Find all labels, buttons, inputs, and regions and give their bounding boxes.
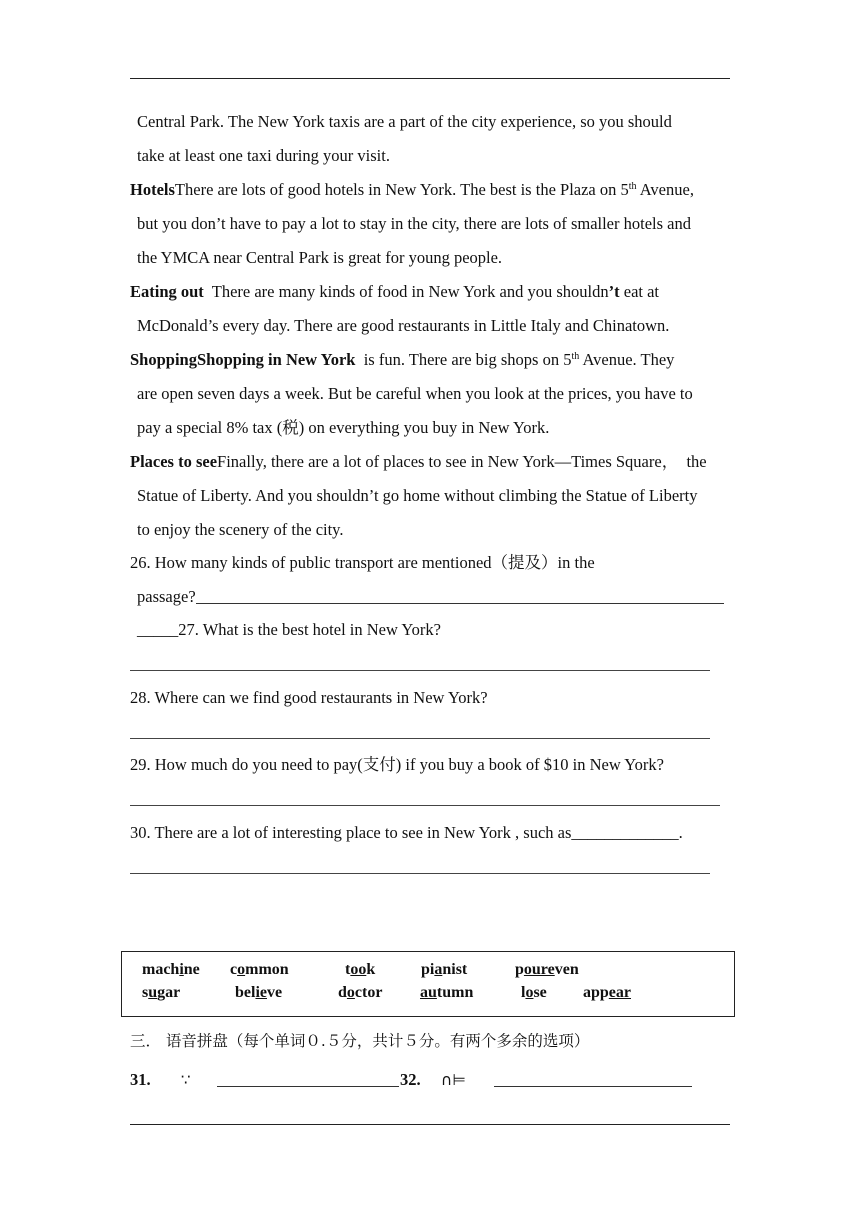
word: poureven (515, 961, 579, 978)
word: took (345, 961, 376, 978)
question-27: _____27. What is the best hotel in New York? (137, 620, 442, 639)
word: common (230, 961, 289, 978)
places-heading: Places to see (130, 452, 218, 471)
passage-line: to enjoy the scenery of the city. (137, 520, 344, 539)
question-31: 31. ∵ (130, 1070, 399, 1090)
passage-line: Statue of Liberty. And you shouldn’t go home without climbing the Statue of Liberty (137, 486, 698, 505)
answer-31-blank[interactable] (217, 1070, 399, 1087)
passage-line: Central Park. The New York taxis are a part of the city experience, so you should (137, 112, 672, 131)
word: lose (521, 984, 547, 1001)
footer-rule (130, 1124, 730, 1125)
word: autumn (420, 984, 474, 1001)
eating-paragraph: Eating out There are many kinds of food in New York and you shouldn’t eat at (130, 282, 660, 301)
word: doctor (338, 984, 383, 1001)
answer-30-blank[interactable] (130, 873, 710, 874)
word: pianist (421, 961, 468, 978)
question-26-cont: passage? (137, 587, 724, 607)
shopping-paragraph: ShoppingShopping in New York is fun. There are big shops on 5th Avenue. They (130, 350, 675, 369)
hotels-paragraph: HotelsThere are lots of good hotels in New York. The best is the Plaza on 5th Avenue, (130, 180, 694, 199)
word: sugar (142, 984, 181, 1001)
word-box (121, 951, 735, 1017)
answer-27-blank[interactable] (130, 670, 710, 671)
header-rule (130, 78, 730, 79)
section-3-title: 三． 语音拼盘（每个单词０.５分，共计５分。有两个多余的选项） (130, 1032, 590, 1050)
passage-line: McDonald’s every day. There are good restaurants in Little Italy and Chinatown. (137, 316, 670, 335)
places-paragraph: Places to seeFinally, there are a lot of places to see in New York—Times Square， the (130, 452, 707, 471)
answer-29-blank[interactable] (130, 805, 720, 806)
eating-heading: Eating out (130, 282, 204, 301)
answer-26-blank[interactable] (196, 587, 724, 604)
passage-line: are open seven days a week. But be careful when you look at the prices, you have to (137, 384, 693, 403)
answer-32-blank[interactable] (494, 1070, 692, 1087)
passage-line: take at least one taxi during your visit. (137, 146, 390, 165)
phonetic-symbol-32: ∩⊨ (440, 1071, 466, 1089)
phonetic-symbol-31: ∵ (180, 1071, 191, 1089)
passage-line: pay a special 8% tax (税) on everything you buy in New York. (137, 418, 550, 437)
word: believe (235, 984, 283, 1001)
word: appear (583, 984, 631, 1001)
passage-line: the YMCA near Central Park is great for young people. (137, 248, 503, 267)
answer-28-blank[interactable] (130, 738, 710, 739)
shopping-heading: ShoppingShopping in New York (130, 350, 356, 369)
passage-line: but you don’t have to pay a lot to stay in the city, there are lots of smaller hotels and (137, 214, 691, 233)
question-29: 29. How much do you need to pay(支付) if you buy a book of $10 in New York? (130, 755, 664, 774)
question-32: 32. ∩⊨ (400, 1070, 692, 1090)
hotels-heading: Hotels (130, 180, 175, 199)
question-30: 30. There are a lot of interesting place to see in New York , such as_____________. (130, 823, 683, 842)
word: machine (142, 961, 200, 978)
question-28: 28. Where can we find good restaurants in New York? (130, 688, 488, 707)
question-26: 26. How many kinds of public transport are mentioned（提及）in the (130, 553, 595, 572)
